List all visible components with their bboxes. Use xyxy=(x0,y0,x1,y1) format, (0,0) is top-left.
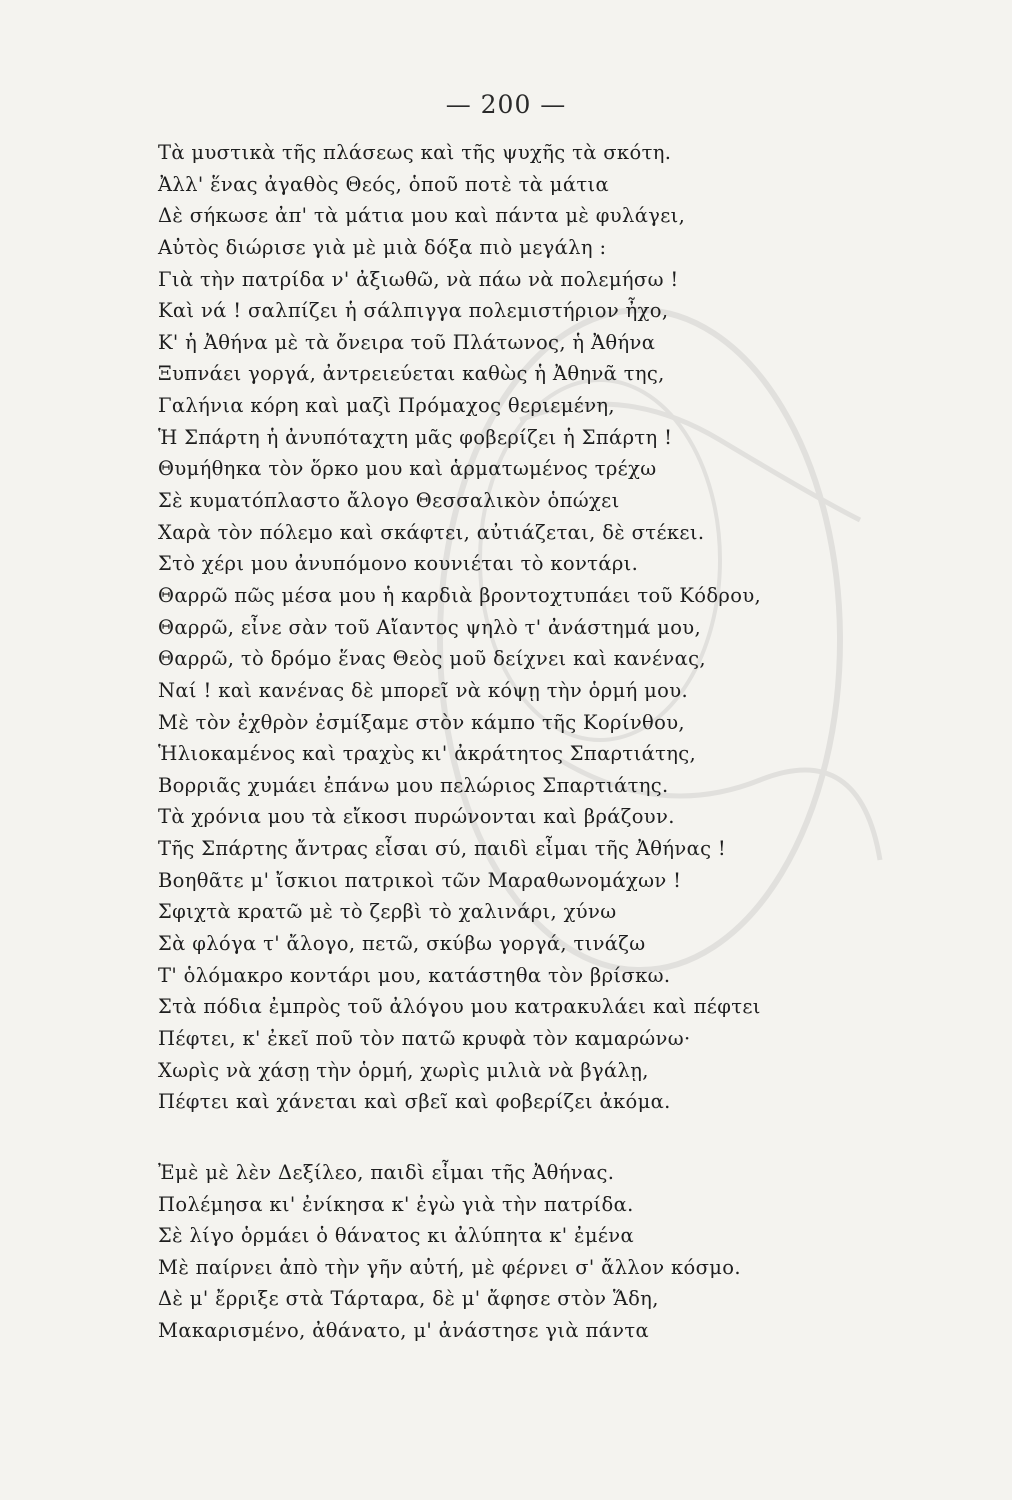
poem-line: Ξυπνάει γοργά, ἀντρειεύεται καθὼς ἡ Ἀθηνᾶ της, xyxy=(158,362,665,386)
poem-stanza xyxy=(158,1157,741,1347)
poem-line: Θαρρῶ πῶς μέσα μου ἡ καρδιὰ βροντοχτυπάει τοῦ Κόδρου, xyxy=(158,583,762,607)
poem-line: Στὸ χέρι μου ἀνυπόμονο κουνιέται τὸ κοντάρι. xyxy=(158,552,639,576)
poem-line: Χαρὰ τὸν πόλεμο καὶ σκάφτει, αὐτιάζεται, δὲ στέκει. xyxy=(158,520,705,544)
poem-line: Βοηθᾶτε μ' ἴσκιοι πατρικοὶ τῶν Μαραθωνομάχων ! xyxy=(158,868,682,892)
poem-line: Τὰ μυστικὰ τῆς πλάσεως καὶ τῆς ψυχῆς τὰ σκότη. xyxy=(158,141,672,164)
poem-line: Ἡλιοκαμένος καὶ τραχὺς κι' ἀκράτητος Σπαρτιάτης, xyxy=(158,742,697,766)
poem-line: Αὐτὸς διώρισε γιὰ μὲ μιὰ δόξα πιὸ μεγάλη : xyxy=(158,235,607,259)
poem-line: Μὲ τὸν ἐχθρὸν ἐσμίξαμε στὸν κάμπο τῆς Κορίνθου, xyxy=(158,710,685,734)
poem-line: Πέφτει καὶ χάνεται καὶ σβεῖ καὶ φοβερίζει ἀκόμα. xyxy=(158,1090,671,1114)
poem-line: Ἐμὲ μὲ λὲν Δεξίλεο, παιδὶ εἶμαι τῆς Ἀθήνας. xyxy=(158,1161,615,1184)
poem-line: Θαρρῶ, εἶνε σὰν τοῦ Αἴαντος ψηλὸ τ' ἀνάστημά μου, xyxy=(158,615,702,639)
poem-line: Σὰ φλόγα τ' ἄλογο, πετῶ, σκύβω γοργά, τινάζω xyxy=(158,932,646,956)
poem-line: Τὰ χρόνια μου τὰ εἴκοσι πυρώνονται καὶ βράζουν. xyxy=(158,805,675,829)
poem-line: Θαρρῶ, τὸ δρόμο ἕνας Θεὸς μοῦ δείχνει καὶ κανένας, xyxy=(158,647,706,671)
poem-line: Δὲ σήκωσε ἀπ' τὰ μάτια μου καὶ πάντα μὲ φυλάγει, xyxy=(158,204,686,228)
poem-line: Καὶ νά ! σαλπίζει ἡ σάλπιγγα πολεμιστήριον ἦχο, xyxy=(158,299,669,323)
poem-line: Βορριᾶς χυμάει ἐπάνω μου πελώριος Σπαρτιάτης. xyxy=(158,773,669,797)
poem-line: Ἡ Σπάρτη ἡ ἀνυπόταχτη μᾶς φοβερίζει ἡ Σπάρτη ! xyxy=(158,425,673,449)
poem-line: Πέφτει, κ' ἐκεῖ ποῦ τὸν πατῶ κρυφὰ τὸν καμαρώνω· xyxy=(158,1026,691,1050)
poem-line: Κ' ἡ Ἀθήνα μὲ τὰ ὄνειρα τοῦ Πλάτωνος, ἡ Ἀθήνα xyxy=(158,330,656,354)
poem-line: Ναί ! καὶ κανένας δὲ μπορεῖ νὰ κόψῃ τὴν ὁρμή μου. xyxy=(158,678,689,702)
poem-line: Γαλήνια κόρη καὶ μαζὶ Πρόμαχος θεριεμένη, xyxy=(158,394,615,418)
poem-line: Ἀλλ' ἕνας ἀγαθὸς Θεός, ὁποῦ ποτὲ τὰ μάτια xyxy=(158,172,610,196)
poem-line: Τ' ὁλόμακρο κοντάρι μου, κατάστηθα τὸν βρίσκω. xyxy=(158,963,671,987)
poem-stanza xyxy=(158,137,761,1118)
poem-line: Τῆς Σπάρτης ἄντρας εἶσαι σύ, παιδὶ εἶμαι τῆς Ἀθήνας ! xyxy=(158,837,727,861)
poem-line: Πολέμησα κι' ἐνίκησα κ' ἐγὼ γιὰ τὴν πατρίδα. xyxy=(158,1192,634,1216)
poem-line: Γιὰ τὴν πατρίδα ν' ἀξιωθῶ, νὰ πάω νὰ πολεμήσω ! xyxy=(158,267,679,291)
poem-line: Μὲ παίρνει ἀπὸ τὴν γῆν αὐτή, μὲ φέρνει σ' ἄλλον κόσμο. xyxy=(158,1255,741,1279)
poem-line: Σὲ λίγο ὁρμάει ὁ θάνατος κι ἀλύπητα κ' ἐμένα xyxy=(158,1224,635,1248)
poem-line: Δὲ μ' ἔρριξε στὰ Τάρταρα, δὲ μ' ἄφησε στὸν Ἅδη, xyxy=(158,1287,659,1311)
poem-line: Σφιχτὰ κρατῶ μὲ τὸ ζερβὶ τὸ χαλινάρι, χύνω xyxy=(158,900,617,924)
poem-line: Σὲ κυματόπλαστο ἄλογο Θεσσαλικὸν ὁπώχει xyxy=(158,489,620,513)
poem-line: Μακαρισμένο, ἀθάνατο, μ' ἀνάστησε γιὰ πάντα xyxy=(158,1318,650,1342)
poem-line: Στὰ πόδια ἐμπρὸς τοῦ ἀλόγου μου κατρακυλάει καὶ πέφτει xyxy=(158,995,761,1019)
poem-line: Θυμήθηκα τὸν ὅρκο μου καὶ ἁρματωμένος τρέχω xyxy=(158,457,657,481)
page-number: — 200 — xyxy=(445,90,567,119)
poem-line: Χωρὶς νὰ χάσῃ τὴν ὁρμή, χωρὶς μιλιὰ νὰ βγάλῃ, xyxy=(158,1058,649,1082)
